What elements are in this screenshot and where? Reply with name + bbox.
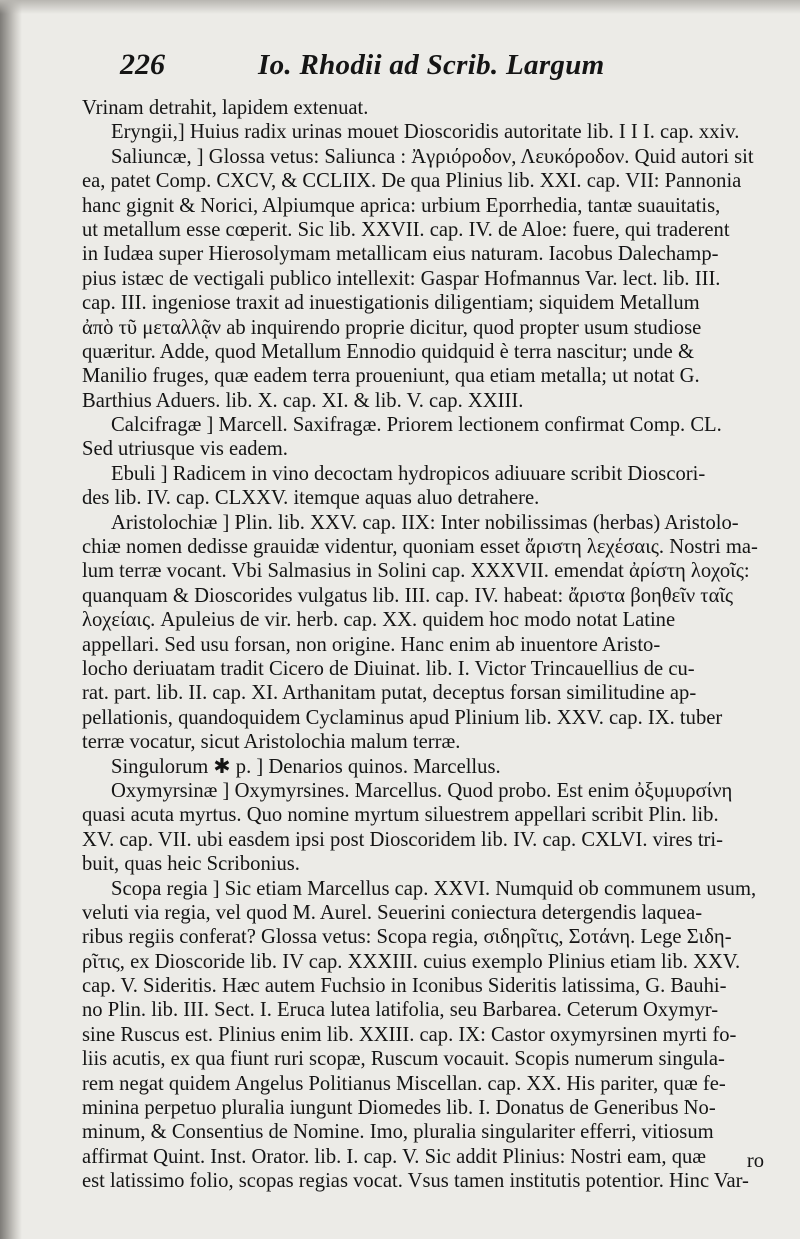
text-line: ut metallum esse cœperit. Sic lib. XXVII. cap. IV. de Aloe: fuere, qui traderent <box>82 218 730 241</box>
text-line: Aristolochiæ ] Plin. lib. XXV. cap. IIX: Inter nobilissimas (herbas) Aristolo- <box>111 511 739 534</box>
text-line: pius istæc de vectigali publico intellexit: Gaspar Hofmannus Var. lect. lib. III. <box>82 267 721 290</box>
text-line: Sed utriusque vis eadem. <box>82 438 288 461</box>
text-line: Calcifragæ ] Marcell. Saxifragæ. Priorem lectionem confirmat Comp. CL. <box>111 414 722 437</box>
text-line: Saliuncæ, ] Glossa vetus: Saliunca : Ἀγριόροδον, Λευκόροδον. Quid autori sit <box>111 145 754 168</box>
text-line: affirmat Quint. Inst. Orator. lib. I. cap. V. Sic addit Plinius: Nostri eam, quæ <box>82 1145 707 1168</box>
text-line: λοχείαις. Apuleius de vir. herb. cap. XX. quidem hoc modo notat Latine <box>82 609 676 632</box>
text-line: Eryngii,] Huius radix urinas mouet Dioscoridis autoritate lib. I I I. cap. xxiv. <box>111 121 740 144</box>
top-edge-shadow <box>0 0 800 14</box>
text-line: est latissimo folio, scopas regias vocat. Vsus tamen institutis potentior. Hinc Var- <box>82 1170 749 1193</box>
text-line: lum terræ vocant. Vbi Salmasius in Solini cap. XXXVII. emendat ἀρίστη λοχοῖς: <box>82 560 750 583</box>
text-line: in Iudæa super Hierosolymam metallicam eius naturam. Iacobus Dalechamp- <box>82 243 719 266</box>
text-line: liis acutis, ex qua fiunt ruri scopæ, Ruscum vocauit. Scopis numerum singula- <box>82 1048 725 1071</box>
text-line: cap. V. Sideritis. Hæc autem Fuchsio in Iconibus Sideritis latissima, G. Bauhi- <box>82 975 727 998</box>
text-line: no Plin. lib. III. Sect. I. Eruca lutea latifolia, seu Barbarea. Ceterum Oxymyr- <box>82 999 719 1022</box>
catchword: ro <box>746 1150 764 1172</box>
text-line: sine Ruscus est. Plinius enim lib. XXIII. cap. IX: Castor oxymyrsinen myrti fo- <box>82 1023 737 1046</box>
page-number: 226 <box>120 48 165 81</box>
body-text <box>82 96 764 1194</box>
text-line: quanquam & Dioscorides vulgatus lib. III. cap. IV. habeat: ἄριστα βοηθεῖν ταῖς <box>82 584 734 607</box>
text-line: cap. III. ingeniose traxit ad inuestigationis diligentiam; siquidem Metallum <box>82 292 700 315</box>
gutter-shadow <box>0 0 22 1239</box>
text-line: Oxymyrsinæ ] Oxymyrsines. Marcellus. Quod probo. Est enim ὀξυμυρσίνη <box>111 779 733 802</box>
text-line: hanc gignit & Norici, Alpiumque aprica: urbium Eporrhedia, tantæ suauitatis, <box>82 194 721 217</box>
text-line: minum, & Consentius de Nomine. Imo, pluralia singulariter efferri, vitiosum <box>82 1121 714 1144</box>
text-line: Barthius Aduers. lib. X. cap. XI. & lib. V. cap. XXIII. <box>82 389 524 412</box>
text-line: rat. part. lib. II. cap. XI. Arthanitam putat, deceptus forsan similitudine ap- <box>82 682 697 705</box>
text-line: Manilio fruges, quæ eadem terra proueniunt, qua etiam metalla; ut notat G. <box>82 365 700 388</box>
running-title: Io. Rhodii ad Scrib. Largum <box>258 49 605 81</box>
text-line: chiæ nomen dedisse grauidæ videntur, quoniam esset ἄριστη λεχέσαις. Nostri ma- <box>82 536 758 559</box>
text-line: ρῖτις, ex Dioscoride lib. IV cap. XXXIII. cuius exemplo Plinius etiam lib. XXV. <box>82 950 741 973</box>
text-line: buit, quas heic Scribonius. <box>82 853 300 876</box>
text-line: des lib. IV. cap. CLXXV. itemque aquas aluo detrahere. <box>82 487 540 510</box>
text-line: rem negat quidem Angelus Politianus Miscellan. cap. XX. His pariter, quæ fe- <box>82 1072 726 1095</box>
text-line: veluti via regia, vel quod M. Aurel. Seuerini coniectura detergendis laquea- <box>82 901 703 924</box>
text-line: ea, patet Comp. CXCV, & CCLIIX. De qua Plinius lib. XXI. cap. VII: Pannonia <box>82 170 742 193</box>
text-line: appellari. Sed usu forsan, non origine. Hanc enim ab inuentore Aristo- <box>82 633 661 656</box>
text-line: ribus regiis conferat? Glossa vetus: Scopa regia, σιδηρῖτις, Σοτάνη. Lege Σιδη- <box>82 926 732 949</box>
text-line: locho deriuatam tradit Cicero de Diuinat. lib. I. Victor Trincauellius de cu- <box>82 657 695 680</box>
text-line: quasi acuta myrtus. Quo nomine myrtum siluestrem appellari scribit Plin. lib. <box>82 804 719 827</box>
text-line: minina perpetuo pluralia iungunt Diomedes lib. I. Donatus de Generibus No- <box>82 1097 716 1120</box>
text-line: ἀπὸ τῦ μεταλλᾷν ab inquirendo proprie dicitur, quod propter usum studiose <box>82 316 702 339</box>
text-line: XV. cap. VII. ubi easdem ipsi post Dioscoridem lib. IV. cap. CXLVI. vires tri- <box>82 828 723 851</box>
page-header <box>120 48 764 90</box>
text-line: pellationis, quandoquidem Cyclaminus apud Plinium lib. XXV. cap. IX. tuber <box>82 706 723 729</box>
text-line: terræ vocatur, sicut Aristolochia malum terræ. <box>82 731 461 754</box>
text-line: quæritur. Adde, quod Metallum Ennodio quidquid è terra nascitur; unde & <box>82 340 694 363</box>
text-line: Scopa regia ] Sic etiam Marcellus cap. XXVI. Numquid ob communem usum, <box>111 877 757 900</box>
text-line: Vrinam detrahit, lapidem extenuat. <box>82 97 369 119</box>
text-line: Ebuli ] Radicem in vino decoctam hydropicos adiuuare scribit Dioscori- <box>111 462 706 485</box>
text-line: Singulorum ✱ p. ] Denarios quinos. Marcellus. <box>111 755 501 778</box>
